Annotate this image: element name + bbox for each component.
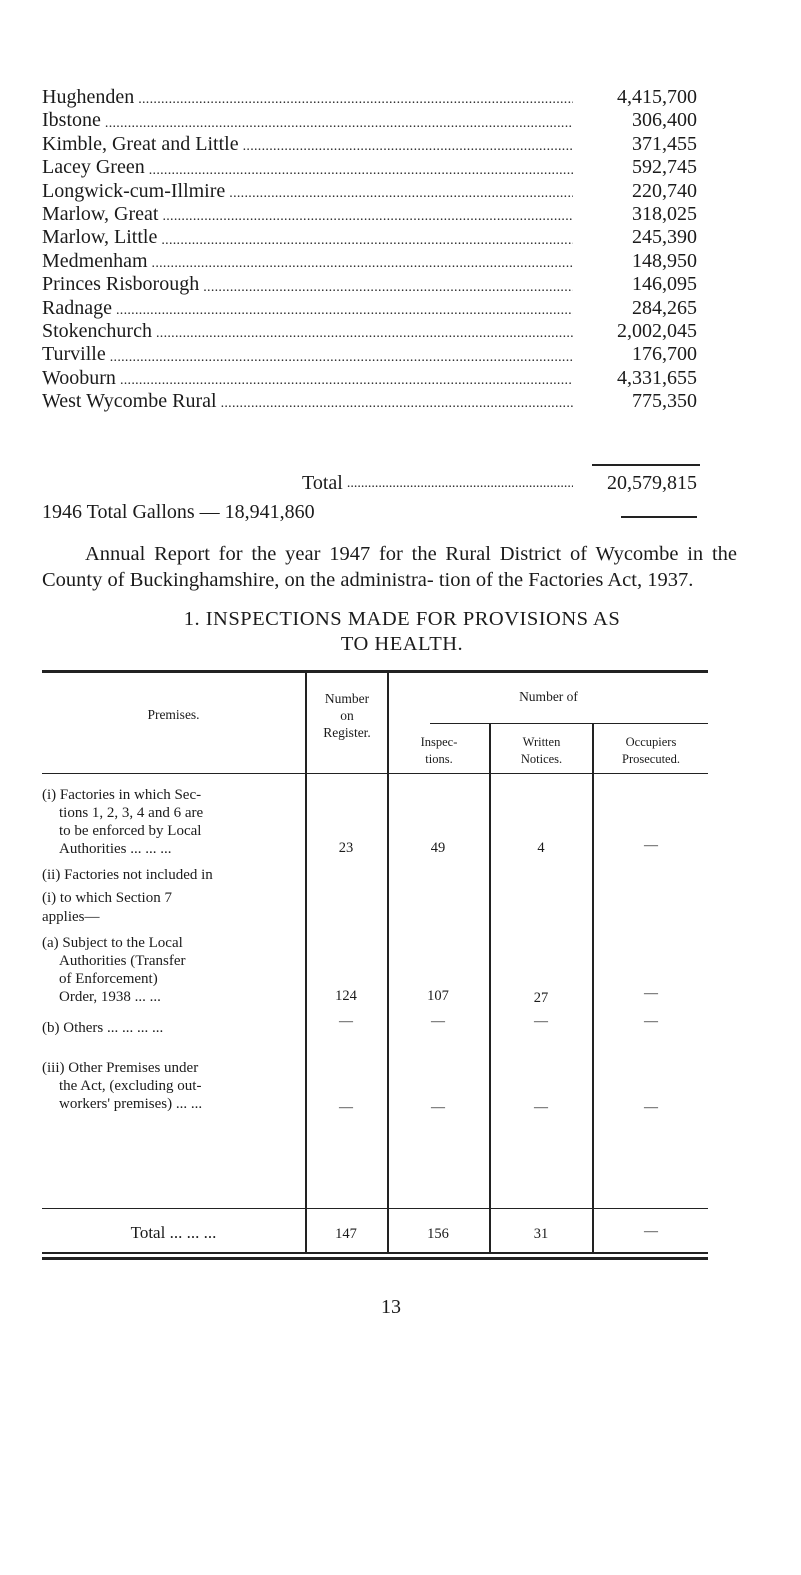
list-item: Longwick-cum-Illmire ..... 220,740 (42, 180, 697, 203)
list-item: Kimble, Great and Little ..... 371,455 (42, 133, 697, 156)
header-bottom-rule (42, 773, 708, 774)
page-number: 13 (381, 1296, 401, 1318)
header-premises: Premises. (147, 707, 200, 722)
header-inspections: Inspec- tions. (420, 735, 458, 766)
cell-notices: 27 (533, 990, 549, 1006)
list-item: Radnage ..... 284,265 (42, 297, 697, 320)
table-bottom-rule (42, 1252, 708, 1254)
cell-prosecuted-total: — (644, 1224, 658, 1239)
col-divider (305, 673, 307, 1252)
list-item: Princes Risborough ..... 146,095 (42, 273, 697, 296)
header-prosecuted: Occupiers Prosecuted. (622, 735, 680, 766)
list-item: Marlow, Little ..... 245,390 (42, 226, 697, 249)
cell-inspections: 49 (430, 840, 446, 856)
cell-inspections: — (431, 1100, 445, 1115)
cell-register: 124 (335, 988, 357, 1004)
cell-notices: 4 (537, 840, 545, 856)
col-divider (592, 724, 594, 1252)
cell-notices: — (534, 1100, 548, 1115)
table-total-label: Total ... ... ... (130, 1223, 217, 1242)
gallons-total (302, 472, 697, 496)
sum-rule-top (592, 464, 700, 466)
header-register: Number on Register. (323, 691, 371, 740)
header-number-of: Number of (519, 689, 578, 704)
list-item: West Wycombe Rural ..... 775,350 (42, 390, 697, 413)
col-divider (489, 724, 491, 1252)
cell-register: — (339, 1100, 353, 1115)
list-item: Medmenham ..... 148,950 (42, 250, 697, 273)
cell-inspections: — (431, 1014, 445, 1029)
total-label: Total (302, 472, 343, 494)
cell-prosecuted: — (644, 838, 658, 853)
table-row-label: (b) Others ... ... ... ... (42, 1020, 164, 1036)
parish-gallons-list (42, 86, 697, 413)
table-top-rule (42, 670, 708, 673)
table-row-label: (a) Subject to the Local Authorities (Transfer of Enforcement) Order, 1938 ... ... (42, 935, 186, 1005)
cell-notices-total: 31 (533, 1226, 549, 1242)
list-item: Hughenden ..... 4,415,700 (42, 86, 697, 109)
table-bottom-rule-2 (42, 1257, 708, 1260)
table-row-label: (i) Factories in which Sec- tions 1, 2, 3, 4 and 6 are to be enforced by Local Authorities ... ... ... (42, 787, 204, 857)
cell-register-total: 147 (335, 1226, 357, 1242)
total-value: 20,579,815 (607, 472, 697, 494)
cell-register: — (339, 1014, 353, 1029)
list-item: Lacey Green ..... 592,745 (42, 156, 697, 179)
inspections-table (42, 670, 708, 1575)
cell-inspections: 107 (427, 988, 449, 1004)
cell-prosecuted: — (644, 1100, 658, 1115)
list-item: Marlow, Great ..... 318,025 (42, 203, 697, 226)
list-item: Stokenchurch ..... 2,002,045 (42, 320, 697, 343)
total-rule (42, 1208, 708, 1209)
cell-prosecuted: — (644, 986, 658, 1001)
cell-notices: — (534, 1014, 548, 1029)
list-item: Turville ..... 176,700 (42, 343, 697, 366)
header-notices: Written Notices. (520, 735, 563, 766)
list-item: Ibstone ..... 306,400 (42, 109, 697, 132)
report-paragraph: Annual Report for the year 1947 for the Rural District of Wycombe in the County of Buckinghamshire, on the administra- tion of the Factories Act, 1937. (42, 543, 737, 591)
sum-rule-bottom (621, 516, 697, 518)
table-row-label: (iii) Other Premises under the Act, (excluding out- workers' premises) ... ... (42, 1060, 203, 1112)
table-row-label: (ii) Factories not included in (i) to which Section 7 applies— (42, 867, 213, 925)
cell-prosecuted: — (644, 1014, 658, 1029)
header-sub-rule (430, 723, 708, 724)
cell-inspections-total: 156 (427, 1226, 449, 1242)
cell-register: 23 (338, 840, 354, 856)
list-item: Wooburn ..... 4,331,655 (42, 367, 697, 390)
gallons-1946: 1946 Total Gallons — 18,941,860 (42, 501, 315, 523)
section-heading: 1. INSPECTIONS MADE FOR PROVISIONS AS TO HEALTH. (183, 608, 621, 655)
